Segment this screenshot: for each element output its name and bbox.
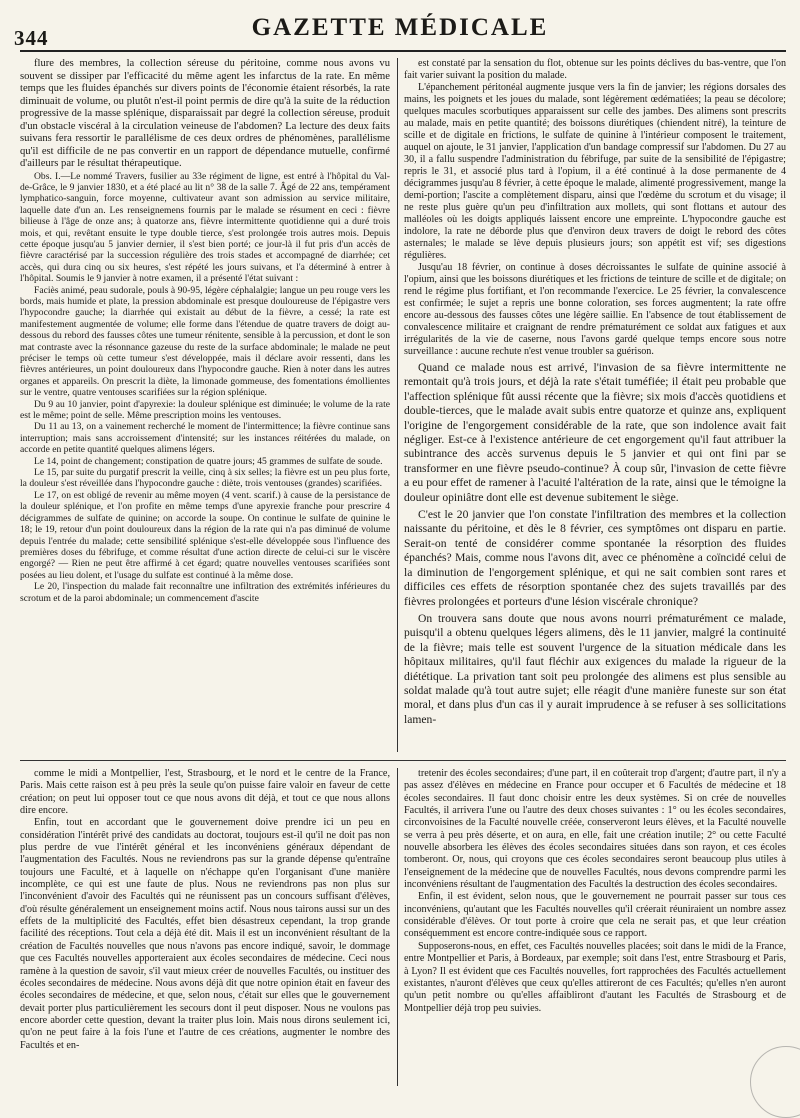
paragraph: Le 20, l'inspection du malade fait reconnaître une infiltration des extrémités inférieures du scrotum et de la paroi abdominale; un commencement d'ascite xyxy=(20,581,390,604)
paragraph: tretenir des écoles secondaires; d'une part, il en coûterait trop d'argent; d'autre part, il n'y a pas assez d'élèves en médecine en France pour occuper et 6 Facultés de médecine et 18 écoles secondaires. Il faut donc choisir entre les deux systèmes. Si on crée de nouvelles Facultés, il arrivera l'une ou l'autre des deux choses suivantes : 1° ou les écoles secondaires, circonvoisines de la Faculté nouvelle créée, conserveront leurs élèves, et la Faculté nouvelle se verra à peu près déserte, et on aura, en elle, fait une création inutile; 2° ou cette Faculté nouvelle absorbera les élèves des écoles secondaires situées dans son rayon, et ces écoles tomberont. Or, nous, qui croyons que ces écoles secondaires seront beaucoup plus utiles à l'enseignement de la médecine que de nouvelles Facultés, nous devons comprendre parmi les inconvéniens résultant de l'augmentation des Facultés la destruction des écoles secondaires. xyxy=(404,768,786,891)
paragraph: Quand ce malade nous est arrivé, l'invasion de sa fièvre intermittente ne remontait qu'à trois jours, et déjà la rate s'était tuméfiée; il était peu probable que l'affection splénique fût aussi récente que la fièvre; six mois d'accès quotidiens et double-tierces, que le malade avait subis entre quatorze et quinze ans, expliquent l'origine de l'engorgement considérable de la rate, que son indolence avait fait négliger. Est-ce à l'existence antérieure de cet engorgement qu'il faut attribuer la subintrance des accès survenus depuis le 5 janvier et qui ont fini par se transformer en une fièvre pseudo-continue? À coup sûr, l'invasion de cette fièvre a eu pour effet de ramener à l'acuité l'altération de la rate, ainsi que le témoigne la douleur opiniâtre dont elle est devenue subitement le siège. xyxy=(404,361,786,504)
paragraph: Le 17, on est obligé de revenir au même moyen (4 vent. scarif.) à cause de la persistance de la douleur splénique, et l'on profite en même temps d'une apyrexie franche pour prescrire 4 décigrammes de sulfate de quinine; on accorde la soupe. On continue le sulfate de quinine le 18; le 19, retour d'un point douloureux dans la région de la rate qui n'a pas diminué de volume depuis l'entrée du malade; cette sensibilité splénique s'est-elle développée sous l'influence des premières doses du fébrifuge, et comme résultat d'une action directe de celui-ci sur le viscère engorgé? — Rien ne peut être affirmé à cet égard; quatre nouvelles ventouses scarifiées sont posées au lieu dolent, et l'usage du sulfate est continué à la même dose. xyxy=(20,489,390,581)
column-divider-top xyxy=(397,58,398,752)
paragraph: Enfin, il est évident, selon nous, que le gouvernement ne pourrait passer sur tous ces inconvéniens, qu'autant que les Facultés nouvelles qu'il créerait réuniraient un nombre assez considérable d'élèves. Or tout porte à croire que cela ne serait pas, et que leur création conséquemment est encore contre-indiquée sous ce rapport. xyxy=(404,891,786,940)
paragraph: flure des membres, la collection séreuse du péritoine, comme nous avons vu souvent se dissiper par l'efficacité du même agent les infarctus de la rate. En même temps que les fluides épanchés sur divers points de l'économie étaient résorbés, la rate diminuait de volume, ou plutôt n'est-il point permis de dire qu'à la suite de la réduction progressive de la masse splénique, disparaissait par degré la collection séreuse, produit d'un obstacle viscéral à la circulation veineuse de l'abdomen? La lecture des deux faits suivans fera ressortir le parallélisme de ces deux ordres de phénomènes, parallélisme qu'il est difficile de ne pas convertir en un rapport de dépendance mutuelle, confirmé d'ailleurs par le résultat thérapeutique. xyxy=(20,58,390,169)
left-column-top xyxy=(20,58,390,754)
header-rule xyxy=(20,50,786,52)
section-divider xyxy=(20,760,786,761)
paragraph: Jusqu'au 18 février, on continue à doses décroissantes le sulfate de quinine associé à l'opium, ainsi que les boissons diurétiques et les frictions de teinture de scille et de digitale; on rend le régime plus fortifiant, et l'on recommande l'exercice. Le 25 février, la convalescence est confirmée; le sujet a repris une bonne coloration, ses forces augmentent; la rate offre encore au-dessous des fausses côtes une légère saillie. En l'absence de tout établissement de convalescence militaire et craignant de rendre prématurément ce soldat aux fatigues et aux irrégularités de la vie de caserne, nous l'avons gardé quelque temps encore sous notre surveillance : aucune rechute n'est venue troubler sa guérison. xyxy=(404,262,786,357)
right-column-bottom xyxy=(404,768,786,1086)
right-column-top xyxy=(404,58,786,754)
paragraph: est constaté par la sensation du flot, obtenue sur les points déclives du bas-ventre, que l'on fait varier suivant la position du malade. xyxy=(404,58,786,81)
paragraph: Obs. I.—Le nommé Travers, fusilier au 33e régiment de ligne, est entré à l'hôpital du Val-de-Grâce, le 9 janvier 1830, et a été placé au lit n° 38 de la salle 7. Âgé de 22 ans, tempérament lymphatico-sanguin, force moyenne, cultivateur avant son admission au service militaire, laquelle date d'un an. Les renseignemens fournis par le malade se résument en ceci : fièvre bilieuse à l'âge de onze ans; à quatorze ans, fièvre intermittente quotidienne qui a duré trois mois, et qui, revêtant ensuite le type double tierce, s'est prolongée trois autres mois. Depuis cette époque jusqu'au 5 janvier dernier, il s'est bien porté; ce jour-là il fut pris d'un accès de fièvre caractérisé par la succession régulière des trois stades et accompagné de diarrhée; cet accès, qui dura cinq ou six heures, s'est répété les jours suivans, et l'a déterminé à entrer à l'hôpital. Soumis le 9 janvier à notre examen, il a présenté l'état suivant : xyxy=(20,170,390,285)
paragraph: Le 14, point de changement; constipation de quatre jours; 45 grammes de sulfate de soude. xyxy=(34,455,383,467)
paragraph: Faciès animé, peau sudorale, pouls à 90-95, légère céphalalgie; langue un peu rouge vers les bords, mais humide et plate, la pression abdominale est presque douloureuse de l'épigastre vers l'hypocondre gauche; la diarrhée qui existait au début de la fièvre, a cessé; la rate est manifestement augmentée de volume; elle forme dans l'étendue de quatre travers de doigt au-dessous du rebord des fausses côtes une tumeur rénitente, sensible à la percussion, et dont le son mat contraste avec la résonnance gazeuse du reste de la surface abdominale; le malade ne peut préciser le temps où cette tumeur s'est développée, mais il déclare avoir ressenti, dans les fièvres antérieures, un point douloureux dans l'hypocondre gauche. Rien à noter dans les autres organes et appareils. On prescrit la diète, la limonade gommeuse, des fomentations émollientes sur le ventre, quatre ventouses scarifiées sur la région splénique. xyxy=(20,284,390,399)
column-divider-bottom xyxy=(397,768,398,1086)
paragraph: Supposerons-nous, en effet, ces Facultés nouvelles placées; soit dans le midi de la France, entre Montpellier et Paris, à Bordeaux, par exemple; soit dans l'est, entre Strasbourg et Paris, à Lyon? Il est évident que ces Facultés nouvelles, fort rapprochées des Facultés actuellement existantes, n'auront d'élèves que ceux qu'elles attireront de ces Facultés; qu'elles n'en auront qu'un petit nombre ou qu'elles affaibliront d'autant les Facultés de Strasbourg et de Montpellier déjà trop peu suivies. xyxy=(404,940,786,1014)
paragraph: Du 9 au 10 janvier, point d'apyrexie: la douleur splénique est diminuée; le volume de la rate est le même; point de selle. Même prescription moins les ventouses. xyxy=(20,398,390,422)
paragraph: comme le midi a Montpellier, l'est, Strasbourg, et le nord et le centre de la France, Paris. Mais cette raison est à peu près la seule qu'on puisse faire valoir en faveur de cette création; on peut lui opposer tout ce que nous avons dit déjà, et tout ce que nous allons dire encore. xyxy=(20,768,390,817)
masthead-title: GAZETTE MÉDICALE xyxy=(251,14,549,41)
paragraph: L'épanchement péritonéal augmente jusque vers la fin de janvier; les régions dorsales des mains, les poignets et les joues du malade, sont légèrement œdématiées; la peau se décolore; quelques macules scorbutiques apparaissent sur celle des jambes. Des alimens sont prescrits au malade, mais en petite quantité; des boissons diurétiques (chiendent nitré), la teinture de scille et de digitale en frictions, le sulfate de quinine à l'intérieur composent le traitement, auquel on ajoute, le 31 janvier, l'application d'un bandage compressif sur l'abdomen. Du 27 au 30, il a fallu suspendre l'administration du fébrifuge, par suite de la sensibilité de l'épigastre; repris le 31, et associé plus tard à l'opium, il a été continué à la dose permanente de 4 décigrammes jusqu'au 8 février, à cette époque le malade, alimenté progressivement, mange la demi-portion; l'ascite a complètement disparu, ainsi que l'œdème du scrotum et du visage; il ne reste plus guère qu'un peu d'infiltration aux mollets, qui sont flottans et autour des malléoles où les doigts appliqués laissent encore une empreinte. L'hypocondre gauche est indolore, la rate ne déborde plus que d'environ deux travers de doigt le rebord des côtes asternales; le malade se lève depuis plusieurs jours; son appétit est vif; ses digestions régulières. xyxy=(404,82,786,261)
paragraph: Le 15, par suite du purgatif prescrit la veille, cinq à six selles; la fièvre est un peu plus forte, la douleur s'est réveillée dans l'hypocondre gauche : diète, trois ventouses (grandes) scarifiées. xyxy=(20,467,390,490)
paragraph: On trouvera sans doute que nous avons nourri prématurément ce malade, puisqu'il a obtenu quelques légers alimens, dès le 11 janvier, malgré la continuité de la fièvre; mais telle est souvent l'urgence de la situation médicale dans les hôpitaux militaires, qu'il faut fléchir aux exigences du malade la rigueur de la diététique. La privation tant soit peu prolongée des alimens est plus sensible au soldat malade qu'à tout autre sujet; elle réagit d'une manière funeste sur son état moral, et dans plus d'un cas il y aurait imprudence à se refuser à ses sollicitations lamen- xyxy=(404,611,786,726)
paragraph: C'est le 20 janvier que l'on constate l'infiltration des membres et la collection naissante du péritoine, et dès le 8 février, ces symptômes ont disparu en partie. Serait-on tenté de considérer comme spontanée la résorption des fluides épanchés? Mais, comme nous l'avons dit, avec ce phénomène a coïncidé celui de la diminution de l'engorgement splénique, et qui ne sait combien sont rares et difficiles ces effets de résorption spontanée chez des sujets travaillés par des fièvres prolongées et porteurs d'une lésion viscérale chronique? xyxy=(404,508,786,608)
paragraph: Du 11 au 13, on a vainement recherché le moment de l'intermittence; la fièvre continue sans interruption; mais sans accroissement d'intensité; sur les instances réitérées du malade, on accorde en petite quantité quelques alimens légers. xyxy=(20,421,390,456)
paragraph: Enfin, tout en accordant que le gouvernement doive prendre ici un peu en considération l'intérêt privé des candidats au doctorat, toujours est-il qu'il ne doit pas non plus perdre de vue l'intérêt général et les inconvéniens généraux dépendant de l'augmentation des Facultés. Nous ne reviendrons pas sur la grande dépense qu'entraîne toujours une Faculté, et à laquelle on n'échappe qu'en l'organisant d'une manière incomplète, ce qui est une faute de plus. Nous ne reviendrons pas non plus sur l'inconvénient d'avoir des Facultés qui ne réunissent pas un concours suffisant d'élèves, d'où résulte généralement un enseignement moins actif. Nous nous tairons aussi sur un des effets de la multiplicité des Facultés, effet bien désastreux cependant, la trop grande facilité des réceptions. Tout cela a déjà été dit. Mais il est un inconvénient résultant de la création de Facultés nouvelles que nous n'avons pas encore indiqué, savoir, le dommage que ces Facultés nouvelles apporteraient aux écoles secondaires de médecine. Ceci nous ramène à la question de savoir, s'il vaut mieux créer de nouvelles Facultés, ou instituer des écoles secondaires de médecine. Nous avons déjà dit que notre opinion était en faveur des écoles secondaires de médecine, et que, selon nous, c'était sur elles que le gouvernement devait porter plus particulièrement les secours dont il peut disposer. Nous ne voulons pas encore aborder cette question, devant la traiter plus loin. Mais nous dirons seulement ici, qu'on ne peut faire à la fois l'une et l'autre de ces créations, augmenter le nombre des Facultés et en- xyxy=(20,817,390,1051)
left-column-bottom xyxy=(20,768,390,1086)
page-number: 344 xyxy=(14,26,49,50)
